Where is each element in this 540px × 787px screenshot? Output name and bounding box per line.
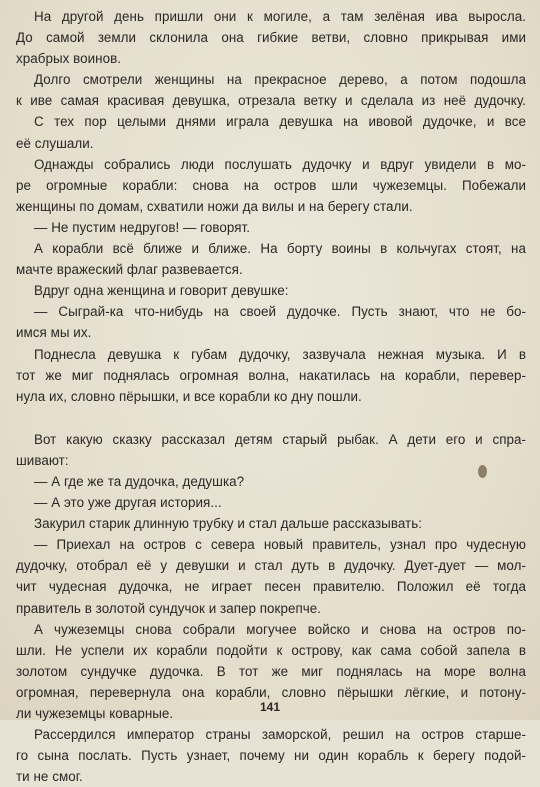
text-line: Вдруг одна женщина и говорит девушке: bbox=[34, 283, 289, 299]
text-line: к иве самая красивая девушка, отрезала ветку и сделала из неё дудочку. bbox=[16, 93, 526, 109]
page-text bbox=[16, 6, 526, 787]
paragraph bbox=[16, 301, 526, 343]
text-line: дудочку, отобрал её у девушки и стал дуть в дудочку. Дует-дует — мол- bbox=[16, 558, 526, 574]
text-line: тот же миг поднялась огромная волна, накатилась на корабли, перевер- bbox=[16, 367, 526, 383]
text-line: го сына послать. Пусть узнает, почему ни один корабль к берегу подой- bbox=[16, 748, 526, 764]
paragraph bbox=[16, 6, 526, 69]
text-line: чит чудесная дудочка, не играет песен правителю. Положил её тогда bbox=[16, 579, 526, 595]
ink-stain bbox=[478, 465, 487, 478]
text-line: — Сыграй-ка что-нибудь на своей дудочке. Пусть знают, что не бо- bbox=[34, 304, 526, 320]
text-line: Вот какую сказку рассказал детям старый рыбак. А дети его и спра- bbox=[34, 431, 526, 447]
text-line: мачте вражеский флаг развевается. bbox=[16, 262, 243, 278]
paragraph bbox=[16, 344, 526, 407]
page-number: 141 bbox=[259, 700, 281, 714]
text-line: — А это уже другая история... bbox=[34, 495, 222, 511]
text-line: До самой земли склонила она гибкие ветви, словно прикрывая ими bbox=[16, 30, 526, 46]
text-line: ре огромные корабли: снова на остров шли чужеземцы. Побежали bbox=[16, 177, 526, 193]
text-line: Закурил старик длинную трубку и стал дальше рассказывать: bbox=[34, 516, 423, 532]
text-line: — Не пустим недругов! — говорят. bbox=[34, 219, 250, 235]
text-line: шивают: bbox=[16, 452, 69, 468]
text-line: шли. Не успели их корабли подойти к острову, как сама собой запела в bbox=[16, 642, 526, 658]
text-line: нула их, словно пёрышки, и все корабли ко дну пошли. bbox=[16, 388, 362, 404]
paragraph bbox=[16, 69, 526, 111]
text-line: имся мы их. bbox=[16, 325, 92, 341]
section-gap bbox=[16, 407, 526, 429]
text-line: Долго смотрели женщины на прекрасное дерево, а потом подошла bbox=[34, 72, 526, 88]
paragraph bbox=[16, 111, 526, 153]
text-line: женщины по домам, схватили ножи да вилы и на берегу стали. bbox=[16, 198, 413, 214]
paragraph bbox=[16, 534, 526, 618]
paragraph bbox=[16, 492, 526, 513]
text-line: ли чужеземцы коварные. bbox=[16, 706, 174, 721]
paragraph bbox=[16, 280, 526, 301]
paragraph bbox=[16, 217, 526, 238]
text-line: правитель в золотой сундучок и запер покрепче. bbox=[16, 600, 322, 616]
paragraph bbox=[16, 429, 526, 471]
paragraph bbox=[16, 154, 526, 217]
text-line: На другой день пришли они к могиле, а там зелёная ива выросла. bbox=[34, 9, 526, 24]
text-line: Рассердился император страны заморской, решил на остров старше- bbox=[34, 727, 526, 743]
paragraph bbox=[16, 471, 526, 492]
text-line: Однажды собрались люди послушать дудочку и вдруг увидели в мо- bbox=[34, 156, 526, 172]
paragraph bbox=[16, 238, 526, 280]
text-line: храбрых воинов. bbox=[16, 51, 122, 67]
paragraph bbox=[16, 513, 526, 534]
text-line: Поднесла девушка к губам дудочку, зазвучала нежная музыка. И в bbox=[34, 346, 526, 362]
text-line: — А где же та дудочка, дедушка? bbox=[34, 473, 245, 489]
text-line: её слушали. bbox=[16, 135, 94, 151]
text-line: ти не смог. bbox=[16, 769, 83, 785]
paragraph bbox=[16, 724, 526, 787]
text-line: С тех пор целыми днями играла девушка на ивовой дудочке, и все bbox=[34, 114, 526, 130]
text-line: — Приехал на остров с севера новый правитель, узнал про чудесную bbox=[34, 537, 526, 553]
text-line: А чужеземцы снова собрали могучее войско и снова на остров по- bbox=[34, 621, 526, 637]
text-line: огромная, перевернула она корабли, словно пёрышки лёгкие, и потону- bbox=[16, 684, 526, 700]
text-line: золотом сундучке дудочка. В тот же миг поднялась на море волна bbox=[16, 663, 526, 679]
text-line: А корабли всё ближе и ближе. На борту воины в кольчугах стоят, на bbox=[34, 241, 526, 257]
